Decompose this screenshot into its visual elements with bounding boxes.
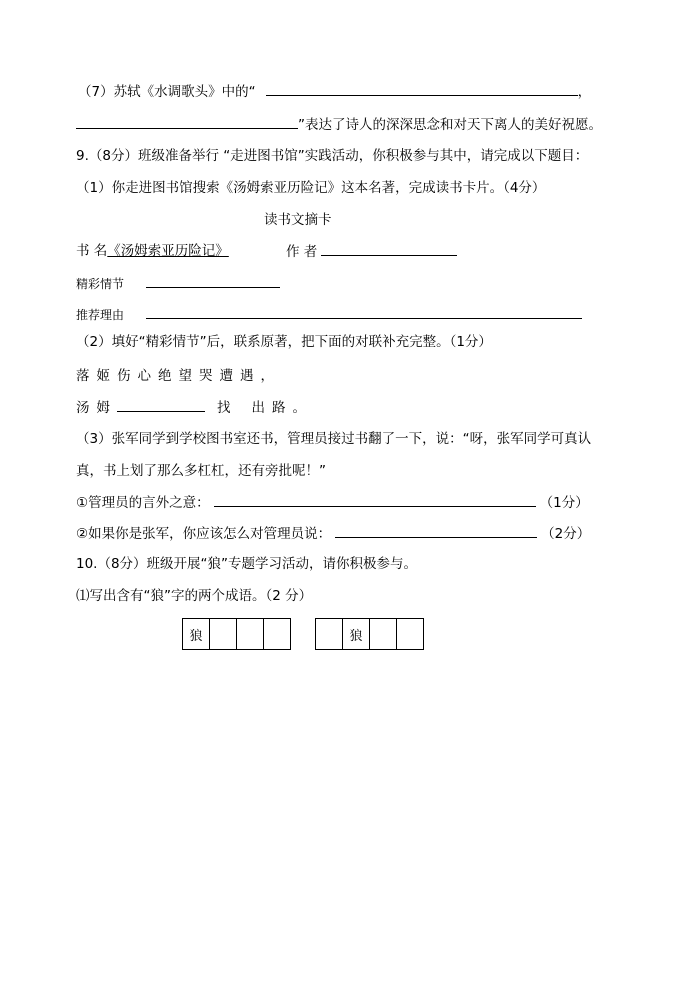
q7-line1	[78, 81, 591, 102]
couplet-blank[interactable]	[117, 397, 205, 412]
highlight-label: 精彩情节	[76, 277, 125, 291]
sub1-score: （1分）	[539, 495, 589, 511]
sub1-label: ①管理员的言外之意：	[76, 495, 210, 511]
q7-blank-1[interactable]	[266, 81, 578, 96]
idiom1-cell-3[interactable]	[237, 619, 264, 649]
idiom2-cell-3[interactable]	[370, 619, 397, 649]
author-row	[286, 241, 457, 262]
sub2-blank[interactable]	[335, 523, 537, 538]
couplet-line1: 落姬伤心绝望哭遭遇，	[76, 368, 281, 384]
q10-part1: ⑴写出含有“狼”字的两个成语。（2 分）	[76, 588, 313, 604]
couplet2-c: 出路。	[251, 400, 313, 416]
idiom2-cell-1[interactable]	[316, 619, 343, 649]
sub1-row	[76, 492, 589, 513]
q9-part3-line2: 真，书上划了那么多杠杠，还有旁批呢！”	[76, 463, 326, 479]
q7-prefix: （7）苏轼《水调歌头》中的“	[78, 84, 256, 100]
q7-blank-2[interactable]	[76, 114, 298, 129]
q7-line2	[76, 114, 602, 135]
author-label: 作 者	[286, 244, 318, 260]
reading-card-title: 读书文摘卡	[264, 212, 332, 228]
q9-part2: （2）填好“精彩情节”后，联系原著，把下面的对联补充完整。（1分）	[76, 334, 492, 350]
couplet-line2	[76, 397, 313, 418]
book-label: 书 名	[76, 243, 108, 259]
idiom-grid-2	[315, 618, 424, 650]
q10-heading: 10.（8分）班级开展“狼”专题学习活动，请你积极参与。	[76, 556, 418, 572]
couplet2-b: 找	[217, 400, 238, 416]
sub2-score: （2分）	[541, 526, 591, 542]
sub2-row	[76, 523, 590, 544]
book-name: 《汤姆索亚历险记》	[107, 243, 229, 259]
reason-label: 推荐理由	[76, 308, 125, 322]
q7-suffix: ”表达了诗人的深深思念和对天下离人的美好祝愿。	[298, 117, 602, 133]
q9-part1: （1）你走进图书馆搜索《汤姆索亚历险记》这本名著，完成读书卡片。（4分）	[76, 180, 546, 196]
q9-part3-line1: （3）张军同学到学校图书室还书，管理员接过书翻了一下，说：“呀，张军同学可真认	[76, 431, 592, 447]
idiom1-cell-4[interactable]	[264, 619, 290, 649]
idiom2-cell-2[interactable]: 狼	[343, 619, 370, 649]
book-row	[76, 241, 229, 261]
highlight-blank[interactable]	[146, 273, 280, 288]
author-blank[interactable]	[321, 241, 457, 256]
q9-heading: 9.（8分）班级准备举行 “走进图书馆”实践活动，你积极参与其中，请完成以下题目：	[76, 148, 589, 164]
q7-comma: ，	[577, 84, 592, 100]
sub1-blank[interactable]	[214, 492, 536, 507]
idiom2-cell-4[interactable]	[397, 619, 423, 649]
idiom1-cell-2[interactable]	[210, 619, 237, 649]
sub2-label: ②如果你是张军，你应该怎么对管理员说：	[76, 526, 332, 542]
reason-row	[76, 304, 582, 325]
couplet2-a: 汤姆	[76, 400, 117, 416]
reason-blank[interactable]	[146, 304, 582, 319]
highlight-row	[76, 273, 280, 294]
idiom1-cell-1[interactable]: 狼	[183, 619, 210, 649]
idiom-grid-1	[182, 618, 291, 650]
